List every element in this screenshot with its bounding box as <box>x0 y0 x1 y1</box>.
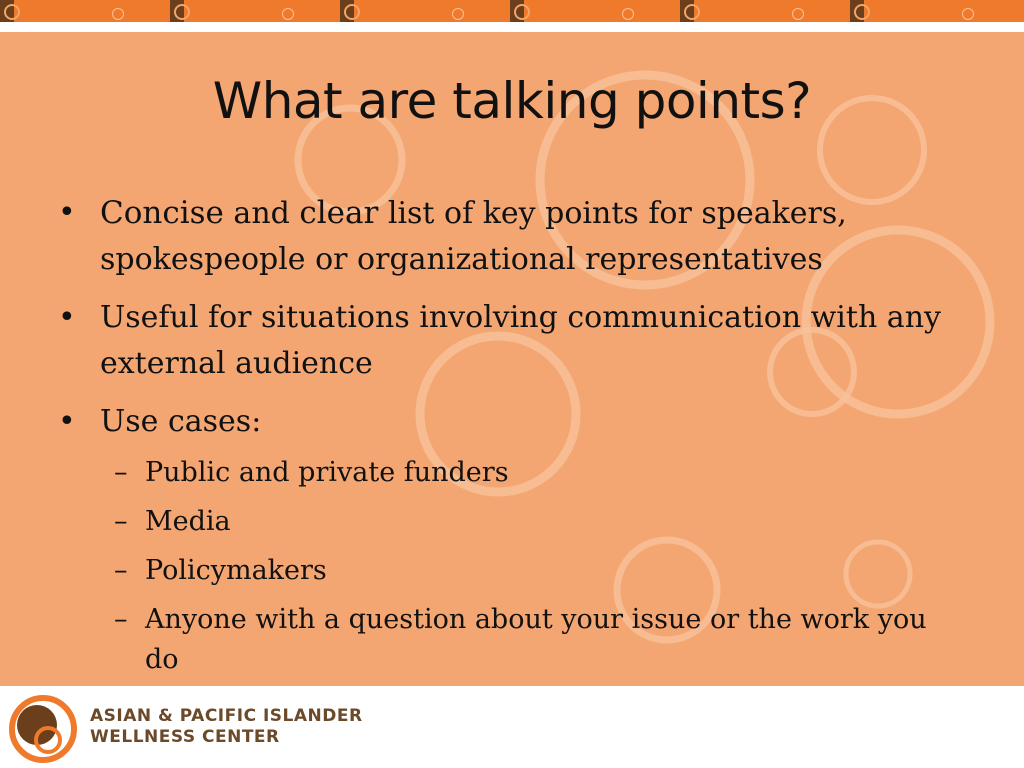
dash-mark: – <box>114 506 128 537</box>
bullet-text: Useful for situations involving communication with any external audience <box>100 300 941 381</box>
org-name <box>90 706 363 748</box>
org-name-line-1: ASIAN & PACIFIC ISLANDER <box>90 706 363 726</box>
sub-bullet-text: Media <box>145 506 231 537</box>
org-name-line-2: WELLNESS CENTER <box>90 727 280 747</box>
bullet-text: Use cases: <box>100 404 262 439</box>
top-divider <box>0 22 1024 32</box>
sub-bullet-text: Anyone with a question about your issue or the work you do <box>145 604 927 675</box>
slide-title: What are talking points? <box>212 72 812 130</box>
bullet-item <box>58 399 958 445</box>
sub-bullet-text: Public and private funders <box>145 457 509 488</box>
footer <box>0 686 1024 768</box>
bullet-item <box>58 190 958 283</box>
sub-bullet-item <box>58 551 958 591</box>
bullet-item <box>58 295 958 387</box>
dash-mark: – <box>114 555 128 586</box>
bullet-text: list of key points for speakers, spokespeople or organizational representatives <box>100 196 847 277</box>
bullet-list <box>58 190 958 686</box>
sub-bullet-item <box>58 453 958 493</box>
dash-mark: – <box>114 457 128 488</box>
sub-bullet-item <box>58 600 958 680</box>
bullet-mark: • <box>58 195 76 230</box>
bullet-text: and <box>223 196 300 231</box>
sub-bullet-text: Policymakers <box>145 555 327 586</box>
decorative-top-strip <box>0 0 1024 22</box>
bullet-emphasis-clear: clear <box>299 195 379 231</box>
bullet-mark: • <box>58 404 76 439</box>
apiwc-logo-icon <box>8 694 78 764</box>
dash-mark: – <box>114 604 128 635</box>
sub-bullet-item <box>58 502 958 542</box>
slide-body <box>0 32 1024 686</box>
bullet-emphasis-concise: Concise <box>100 195 224 231</box>
bullet-mark: • <box>58 300 76 335</box>
